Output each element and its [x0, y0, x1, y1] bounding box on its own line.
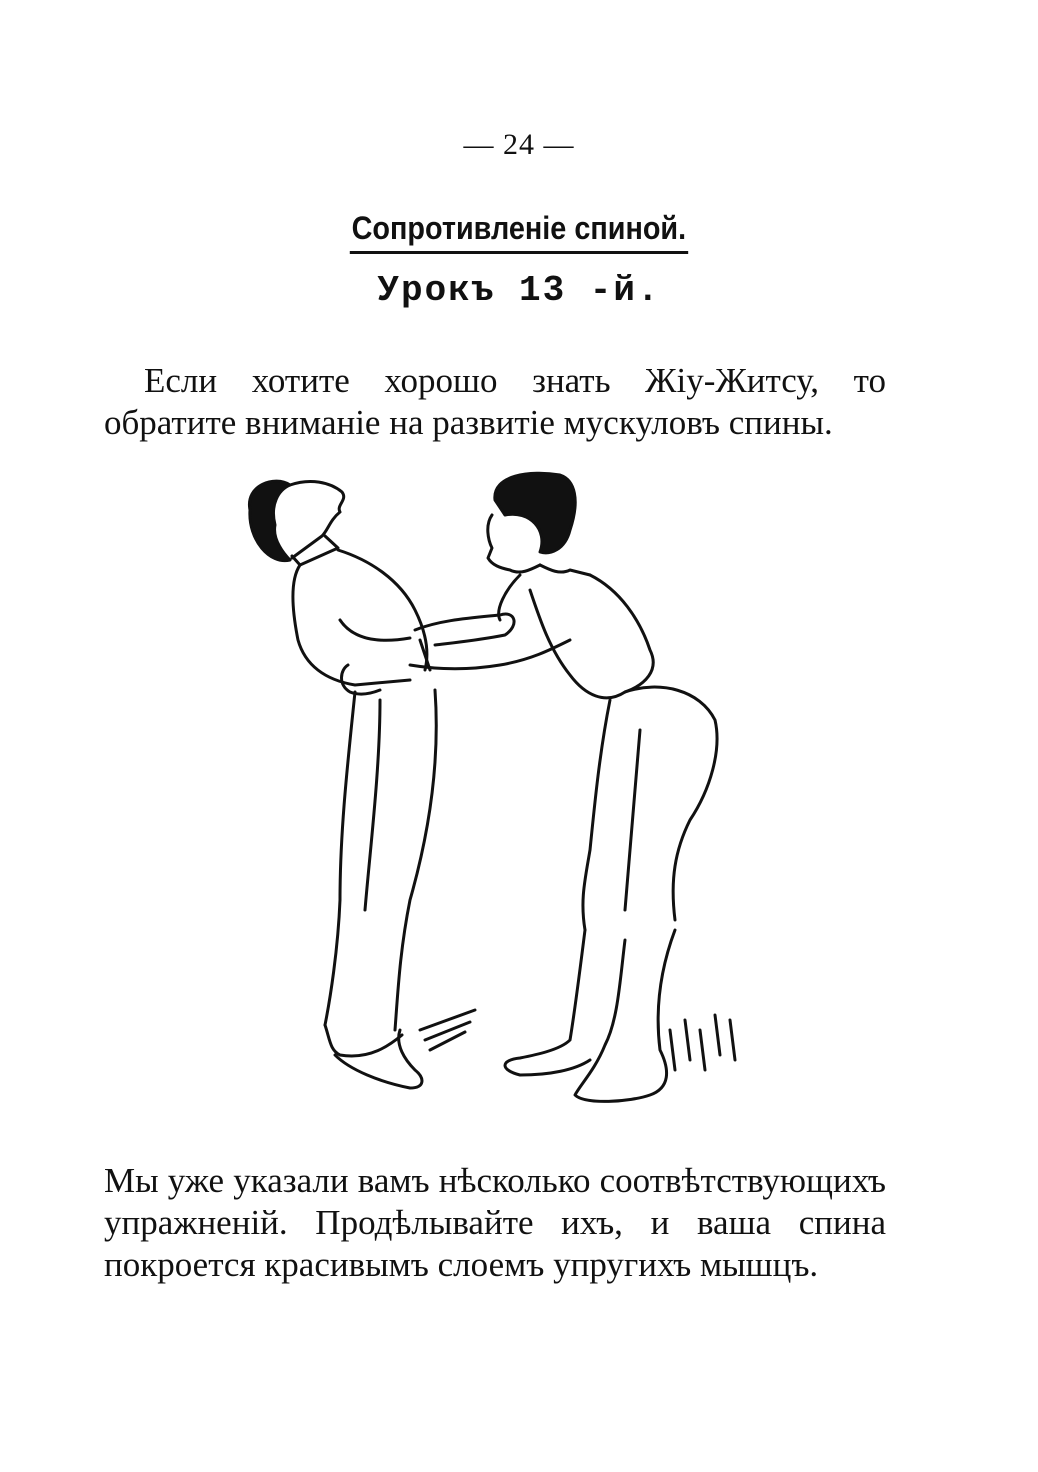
boy-right-arms — [410, 614, 570, 670]
two-boys-drawing-icon — [230, 470, 750, 1130]
closing-paragraph: Мы уже указали вамъ нѣсколько соотвѣтствующихъ упражненій. Продѣлывайте ихъ, и ваша спина покроется красивымъ слоемъ упругихъ мышцъ. — [104, 1161, 886, 1284]
lesson-title: Урокъ 13 -й. — [377, 270, 661, 311]
section-title — [0, 210, 1038, 254]
page-number: — 24 — — [463, 128, 575, 161]
exercise-illustration — [230, 470, 750, 1130]
intro-paragraph: Если хотите хорошо знать Жіу-Житсу, то обратите вниманіе на развитіе мускуловъ спины. — [104, 361, 886, 442]
boy-left-figure — [249, 481, 475, 1088]
section-title-text: Сопротивленіе спиной. — [350, 210, 688, 254]
boy-right-figure — [488, 473, 735, 1101]
